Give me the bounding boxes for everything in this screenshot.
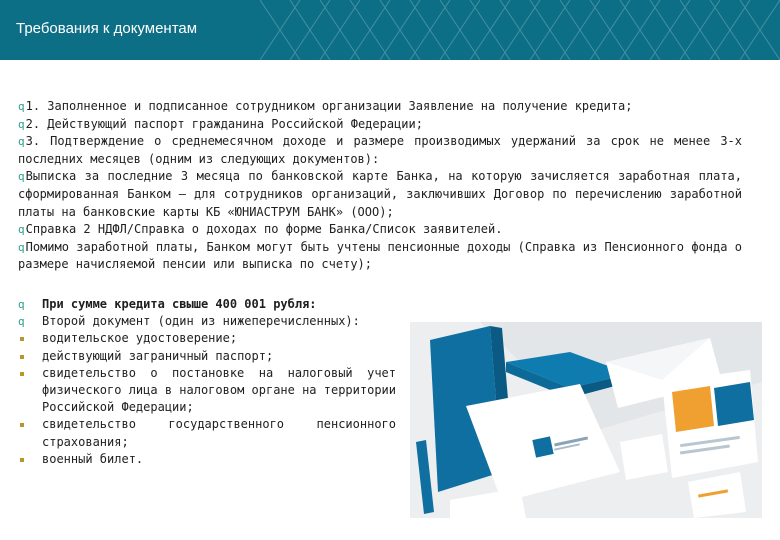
q-bullet-icon: q: [18, 117, 25, 131]
document-option: военный билет.: [18, 451, 396, 468]
page-title: Требования к документам: [16, 20, 198, 37]
second-document-row: [18, 313, 396, 330]
q-bullet-icon: q: [18, 240, 25, 254]
q-bullet-icon: q: [18, 170, 25, 184]
square-bullet-icon: [20, 337, 24, 341]
requirement-item: qСправка 2 НДФЛ/Справка о доходах по форме Банка/Список заявителей.: [18, 222, 503, 237]
title-bar: [0, 0, 780, 60]
document-option: свидетельство о постановке на налоговый учет физического лица в налоговом органе на территории Российской Федерации;: [18, 365, 396, 417]
q-bullet-icon: q: [18, 315, 25, 329]
square-bullet-icon: [20, 355, 24, 359]
requirements-list: [18, 98, 742, 274]
square-bullet-icon: [20, 372, 24, 376]
second-document-text: Второй документ (один из нижеперечисленных):: [42, 314, 360, 329]
q-bullet-icon: q: [18, 223, 25, 237]
square-bullet-icon: [20, 423, 24, 427]
q-bullet-icon: q: [18, 100, 25, 113]
requirement-item: qВыписка за последние 3 месяца по банковской карте Банка, на которую зачисляется заработная плата, сформированная Банком – для сотрудников организаций, заключивших Договор по перечислению заработной платы на банковские карты КБ «ЮНИАСТРУМ БАНК» (ООО);: [18, 169, 742, 219]
document-option: действующий заграничный паспорт;: [18, 348, 396, 365]
requirement-item: q3. Подтверждение о среднемесячном доходе и размере производимых удержаний за срок не менее 3-х последних месяцев (одним из следующих документов):: [18, 134, 742, 166]
brand-stationery-photo: [410, 322, 762, 518]
large-loan-heading-row: [18, 296, 396, 313]
square-bullet-icon: [20, 458, 24, 462]
requirement-item: q1. Заполненное и подписанное сотрудником организации Заявление на получение кредита;: [18, 99, 633, 113]
large-loan-heading: При сумме кредита свыше 400 001 рубля:: [42, 297, 317, 311]
header-pattern: [260, 0, 780, 60]
requirement-item: q2. Действующий паспорт гражданина Российской Федерации;: [18, 116, 423, 131]
q-bullet-icon: q: [18, 298, 25, 311]
requirement-item: qПомимо заработной платы, Банком могут быть учтены пенсионные доходы (Справка из Пенсионного фонда о размере начисляемой пенсии или выписка по счету);: [18, 239, 742, 272]
document-option: свидетельство государственного пенсионного страхования;: [18, 416, 396, 450]
document-option: водительское удостоверение;: [18, 330, 396, 347]
q-bullet-icon: q: [18, 135, 25, 149]
large-loan-requirements: [18, 296, 396, 468]
